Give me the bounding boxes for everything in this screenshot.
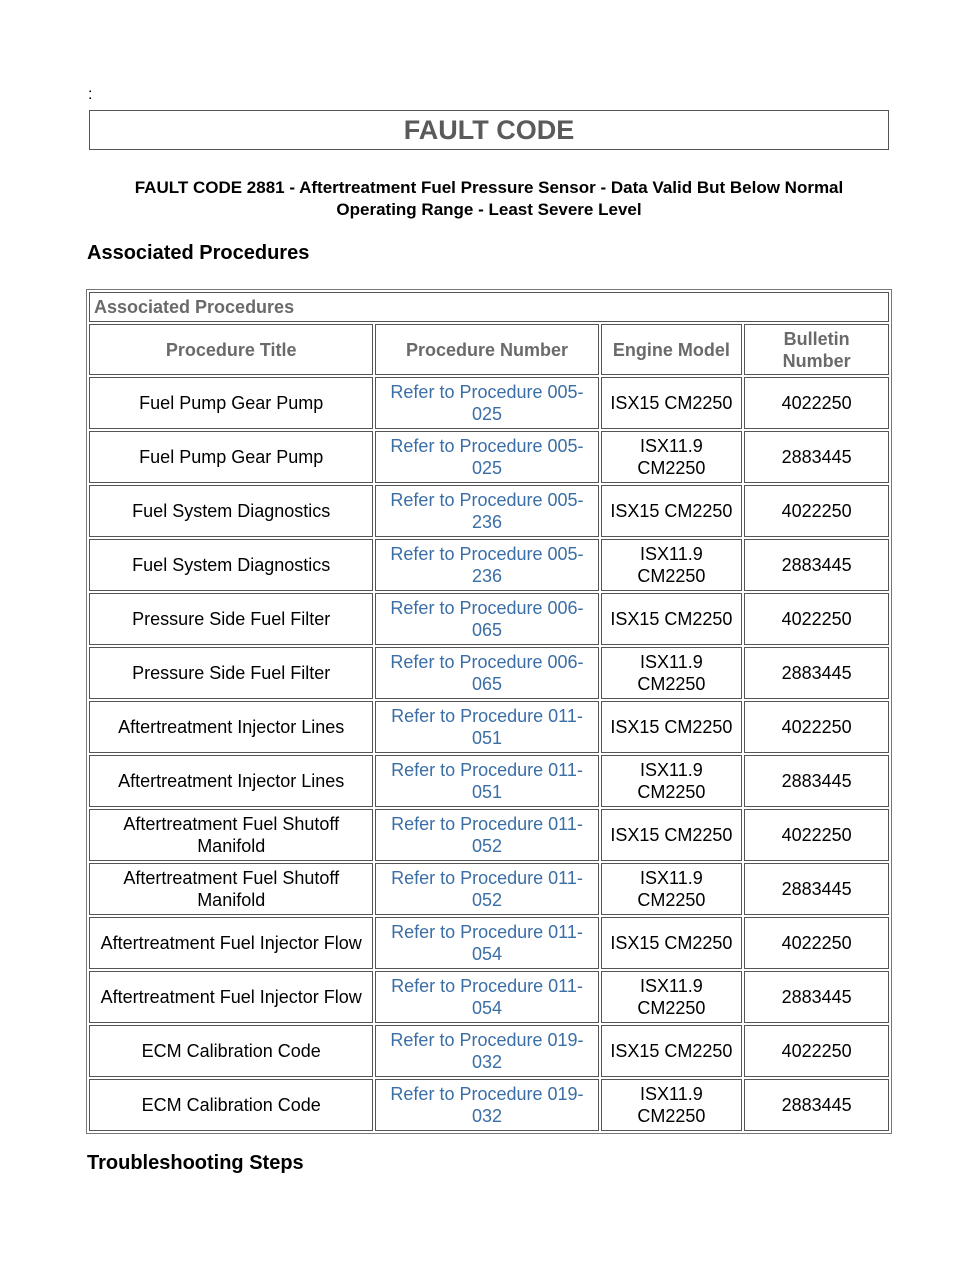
- cell-engine-model: ISX15 CM2250: [601, 809, 743, 861]
- procedure-link[interactable]: Refer to Procedure 019-032: [375, 1025, 598, 1077]
- table-row: [89, 971, 889, 1023]
- cell-bulletin-number: 4022250: [744, 593, 889, 645]
- cell-engine-model: ISX11.9 CM2250: [601, 755, 743, 807]
- table-row: [89, 539, 889, 591]
- cell-procedure-title: Aftertreatment Fuel Shutoff Manifold: [89, 809, 373, 861]
- cell-procedure-title: Aftertreatment Fuel Injector Flow: [89, 971, 373, 1023]
- table-caption: Associated Procedures: [89, 292, 889, 322]
- cell-procedure-title: Fuel System Diagnostics: [89, 485, 373, 537]
- cell-procedure-title: Aftertreatment Injector Lines: [89, 755, 373, 807]
- cell-bulletin-number: 4022250: [744, 485, 889, 537]
- cell-bulletin-number: 4022250: [744, 809, 889, 861]
- cell-bulletin-number: 4022250: [744, 377, 889, 429]
- cell-engine-model: ISX11.9 CM2250: [601, 1079, 743, 1131]
- table-row: [89, 485, 889, 537]
- cell-bulletin-number: 2883445: [744, 755, 889, 807]
- leading-colon: :: [88, 86, 93, 103]
- cell-procedure-title: Fuel System Diagnostics: [89, 539, 373, 591]
- associated-procedures-table: [86, 289, 892, 1134]
- cell-procedure-title: Pressure Side Fuel Filter: [89, 593, 373, 645]
- cell-bulletin-number: 2883445: [744, 1079, 889, 1131]
- cell-engine-model: ISX11.9 CM2250: [601, 971, 743, 1023]
- cell-procedure-title: ECM Calibration Code: [89, 1079, 373, 1131]
- procedure-link[interactable]: Refer to Procedure 006-065: [375, 647, 598, 699]
- procedure-link[interactable]: Refer to Procedure 006-065: [375, 593, 598, 645]
- header-bulletin-number: Bulletin Number: [744, 324, 889, 375]
- cell-procedure-title: Aftertreatment Injector Lines: [89, 701, 373, 753]
- procedure-link[interactable]: Refer to Procedure 011-054: [375, 971, 598, 1023]
- table-row: [89, 755, 889, 807]
- table-body: [89, 377, 889, 1131]
- header-procedure-number: Procedure Number: [375, 324, 598, 375]
- cell-engine-model: ISX11.9 CM2250: [601, 539, 743, 591]
- table-row: [89, 593, 889, 645]
- procedure-link[interactable]: Refer to Procedure 005-025: [375, 377, 598, 429]
- cell-procedure-title: ECM Calibration Code: [89, 1025, 373, 1077]
- procedure-link[interactable]: Refer to Procedure 011-051: [375, 701, 598, 753]
- procedure-link[interactable]: Refer to Procedure 019-032: [375, 1079, 598, 1131]
- table-row: [89, 647, 889, 699]
- table-row: [89, 431, 889, 483]
- cell-bulletin-number: 4022250: [744, 1025, 889, 1077]
- cell-engine-model: ISX15 CM2250: [601, 917, 743, 969]
- cell-engine-model: ISX15 CM2250: [601, 701, 743, 753]
- procedure-link[interactable]: Refer to Procedure 005-236: [375, 485, 598, 537]
- cell-bulletin-number: 2883445: [744, 647, 889, 699]
- header-procedure-title: Procedure Title: [89, 324, 373, 375]
- cell-bulletin-number: 2883445: [744, 539, 889, 591]
- fault-code-title-line1: FAULT CODE 2881 - Aftertreatment Fuel Pressure Sensor - Data Valid But Below Normal: [134, 178, 844, 197]
- cell-bulletin-number: 4022250: [744, 917, 889, 969]
- cell-procedure-title: Aftertreatment Fuel Shutoff Manifold: [89, 863, 373, 915]
- cell-procedure-title: Fuel Pump Gear Pump: [89, 431, 373, 483]
- table-row: [89, 1079, 889, 1131]
- cell-engine-model: ISX11.9 CM2250: [601, 647, 743, 699]
- fault-code-title: [86, 177, 892, 221]
- procedure-link[interactable]: Refer to Procedure 011-052: [375, 809, 598, 861]
- cell-engine-model: ISX11.9 CM2250: [601, 431, 743, 483]
- procedure-link[interactable]: Refer to Procedure 011-054: [375, 917, 598, 969]
- cell-engine-model: ISX15 CM2250: [601, 377, 743, 429]
- cell-bulletin-number: 2883445: [744, 971, 889, 1023]
- cell-bulletin-number: 2883445: [744, 431, 889, 483]
- cell-engine-model: ISX11.9 CM2250: [601, 863, 743, 915]
- table-row: [89, 1025, 889, 1077]
- procedure-link[interactable]: Refer to Procedure 005-025: [375, 431, 598, 483]
- troubleshooting-steps-heading: Troubleshooting Steps: [87, 1152, 304, 1174]
- cell-engine-model: ISX15 CM2250: [601, 593, 743, 645]
- cell-bulletin-number: 4022250: [744, 701, 889, 753]
- table-row: [89, 809, 889, 861]
- fault-code-banner: FAULT CODE: [89, 110, 889, 150]
- table-row: [89, 917, 889, 969]
- cell-engine-model: ISX15 CM2250: [601, 1025, 743, 1077]
- table-row: [89, 701, 889, 753]
- fault-code-title-line2: Operating Range - Least Severe Level: [336, 200, 642, 219]
- procedure-link[interactable]: Refer to Procedure 005-236: [375, 539, 598, 591]
- cell-engine-model: ISX15 CM2250: [601, 485, 743, 537]
- procedure-link[interactable]: Refer to Procedure 011-051: [375, 755, 598, 807]
- table-row: [89, 863, 889, 915]
- header-engine-model: Engine Model: [601, 324, 743, 375]
- cell-procedure-title: Aftertreatment Fuel Injector Flow: [89, 917, 373, 969]
- table-row: [89, 377, 889, 429]
- procedure-link[interactable]: Refer to Procedure 011-052: [375, 863, 598, 915]
- cell-bulletin-number: 2883445: [744, 863, 889, 915]
- cell-procedure-title: Fuel Pump Gear Pump: [89, 377, 373, 429]
- associated-procedures-heading: Associated Procedures: [87, 242, 310, 264]
- cell-procedure-title: Pressure Side Fuel Filter: [89, 647, 373, 699]
